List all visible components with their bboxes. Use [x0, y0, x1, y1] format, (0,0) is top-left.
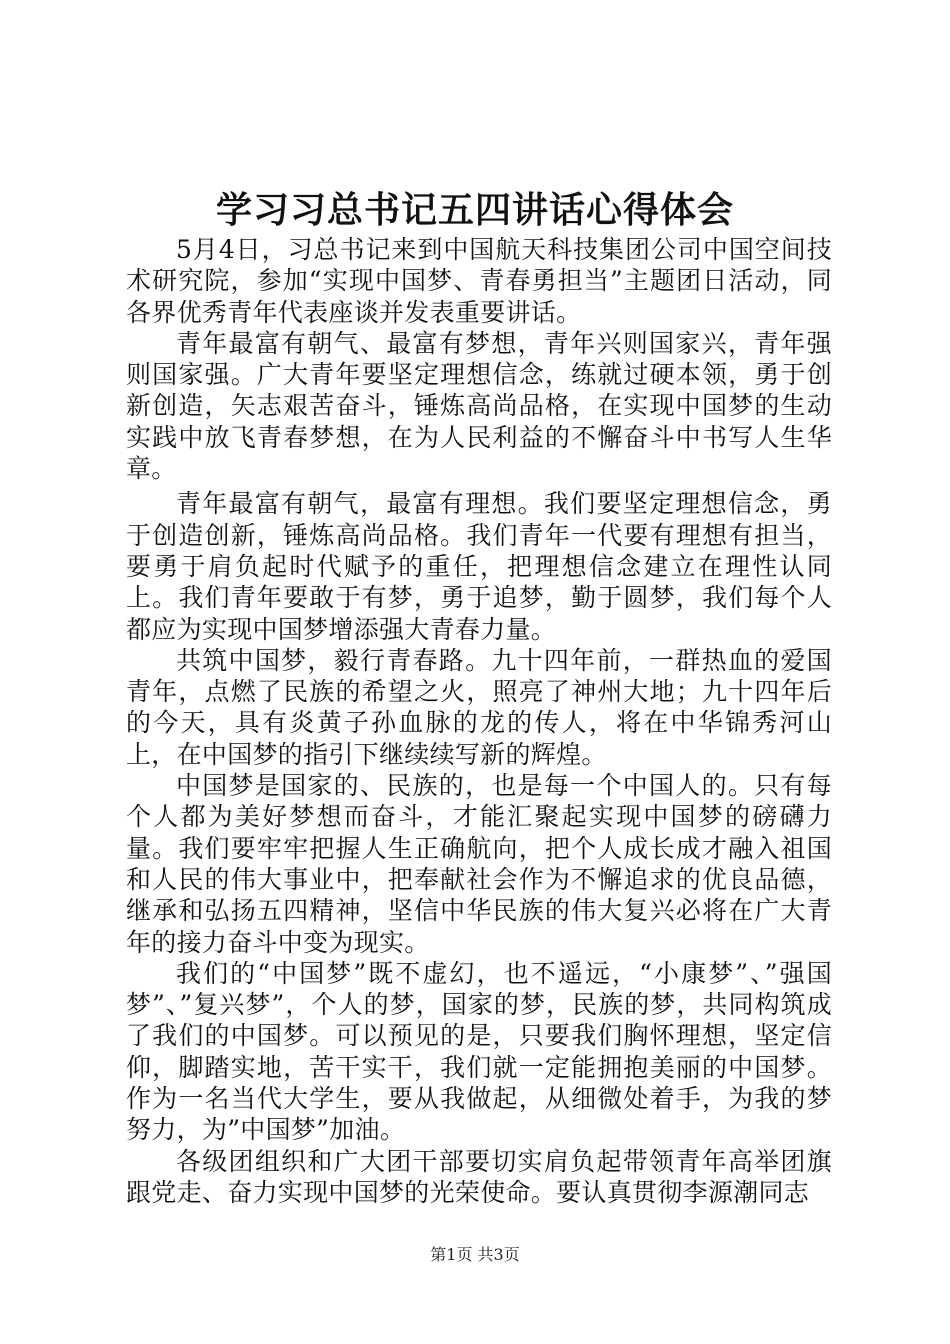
paragraph-5: 中国梦是国家的、民族的，也是每一个中国人的。只有每个人都为美好梦想而奋斗，才能汇聚起实现中国梦的磅礴力量。我们要牢牢把握人生正确航向，把个人成长成才融入祖国和人民的伟大事业中，把奉献社会作为不懈追求的优良品德，继承和弘扬五四精神，坚信中华民族的伟大复兴必将在广大青年的接力奋斗中变为现实。: [126, 771, 832, 957]
document-body: [126, 234, 832, 1208]
page-indicator: 第1页 共3页: [430, 1245, 520, 1264]
paragraph-1: 5月4日，习总书记来到中国航天科技集团公司中国空间技术研究院，参加“实现中国梦、青春勇担当”主题团日活动，同各界优秀青年代表座谈并发表重要讲话。: [126, 235, 832, 327]
paragraph-3: 青年最富有朝气，最富有理想。我们要坚定理想信念，勇于创造创新，锤炼高尚品格。我们青年一代要有理想有担当，要勇于肩负起时代赋予的重任，把理想信念建立在理性认同上。我们青年要敢于有梦，勇于追梦，勤于圆梦，我们每个人都应为实现中国梦增添强大青春力量。: [126, 489, 832, 644]
paragraph-7: 各级团组织和广大团干部要切实肩负起带领青年高举团旗跟党走、奋力实现中国梦的光荣使命。要认真贯彻李源潮同志: [126, 1146, 832, 1207]
document-title: 学习习总书记五四讲话心得体会: [215, 189, 734, 231]
paragraph-4: 共筑中国梦，毅行青春路。九十四年前，一群热血的爱国青年，点燃了民族的希望之火，照亮了神州大地；九十四年后的今天，具有炎黄子孙血脉的龙的传人，将在中华锦秀河山上，在中国梦的指引下继续续写新的辉煌。: [126, 645, 832, 769]
paragraph-2: 青年最富有朝气、最富有梦想，青年兴则国家兴，青年强则国家强。广大青年要坚定理想信念，练就过硬本领，勇于创新创造，矢志艰苦奋斗，锤炼高尚品格，在实现中国梦的生动实践中放飞青春梦想，在为人民利益的不懈奋斗中书写人生华章。: [126, 328, 832, 484]
paragraph-6: 我们的“中国梦”既不虚幻，也不遥远，“小康梦”、”强国梦”、”复兴梦”，个人的梦，国家的梦，民族的梦，共同构筑成了我们的中国梦。可以预见的是，只要我们胸怀理想，坚定信仰，脚踏实地，苦干实干，我们就一定能拥抱美丽的中国梦。作为一名当代大学生，要从我做起，从细微处着手，为我的梦努力，为”中国梦”加油。: [126, 958, 832, 1145]
